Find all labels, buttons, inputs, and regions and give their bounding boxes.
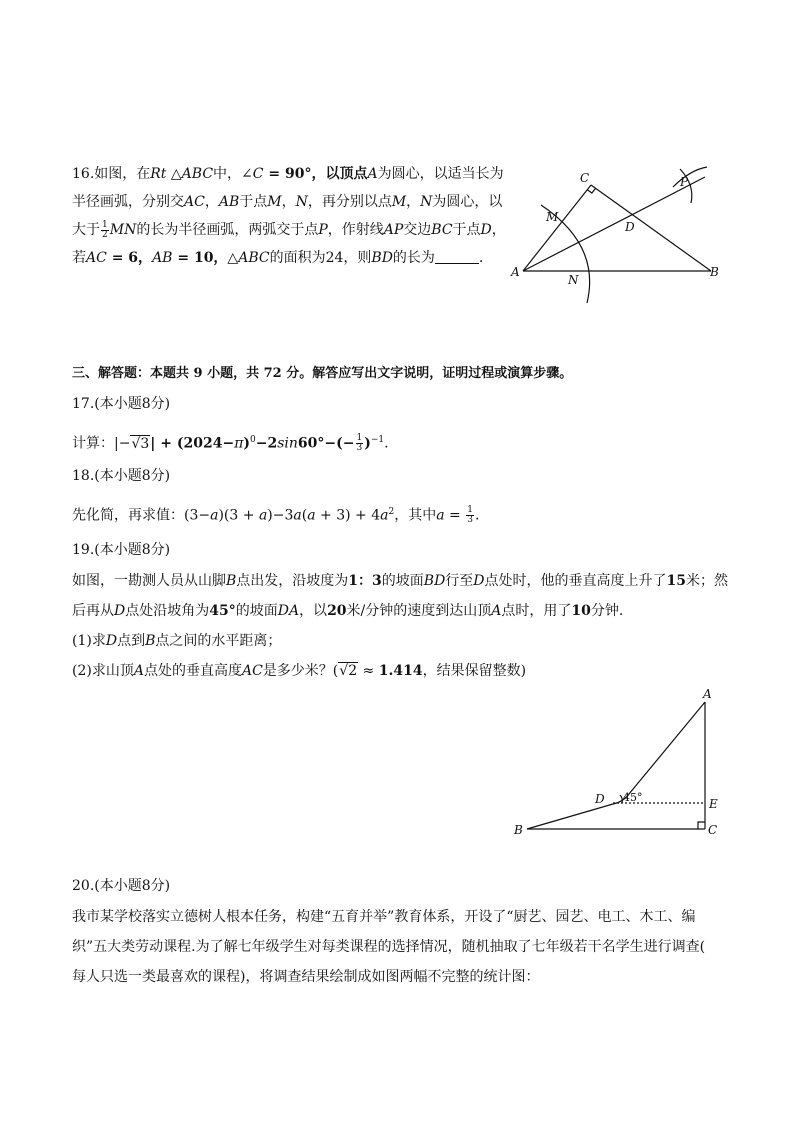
- numerator: 1: [467, 505, 473, 516]
- denominator: 3: [467, 515, 473, 526]
- q16-line-4: [72, 244, 502, 272]
- math: sin: [277, 435, 298, 452]
- q19-line-3: [72, 626, 722, 656]
- label-angle-45: 45°: [623, 791, 643, 804]
- text: )−3: [267, 507, 294, 524]
- math: ABC: [181, 166, 214, 182]
- text: 点之间的水平距离；: [155, 633, 282, 649]
- q19-header: 19.(本小题8分): [72, 542, 171, 558]
- text: 点出发，沿坡度为: [236, 573, 349, 589]
- math: AC: [184, 194, 205, 210]
- text: −2: [255, 435, 278, 452]
- text: △: [166, 166, 182, 182]
- text: 行至: [445, 573, 474, 589]
- text: ，: [204, 194, 219, 210]
- numerator: 1: [102, 219, 108, 230]
- text: 16.如图，在: [72, 166, 151, 182]
- text: 的面积为24，则: [269, 250, 372, 266]
- text: 于点: [239, 194, 268, 210]
- q19-body: [72, 566, 729, 686]
- math: AP: [383, 222, 404, 238]
- math: B: [226, 573, 237, 589]
- text: 点到: [117, 633, 146, 649]
- text: 15: [666, 573, 687, 589]
- math: ABC: [238, 250, 270, 266]
- math: MN: [109, 222, 137, 238]
- label-e: E: [709, 797, 718, 811]
- text: 是多少米？(: [262, 663, 339, 679]
- text: ): [243, 435, 251, 452]
- numerator: 1: [356, 433, 363, 444]
- label-m: M: [546, 210, 559, 224]
- label-a: A: [703, 687, 712, 701]
- q18-expression: [72, 502, 479, 526]
- text: 点处时，他的垂直高度上升了: [484, 573, 667, 589]
- q19-line-1: [72, 566, 729, 596]
- q16-line-2: [72, 188, 502, 216]
- text: (1)求: [72, 633, 106, 649]
- math: A: [367, 166, 378, 182]
- math: M: [267, 194, 282, 210]
- text: 交边: [403, 222, 432, 238]
- text: ，: [406, 194, 421, 210]
- question-16: [72, 160, 506, 272]
- math: P: [318, 222, 328, 238]
- text: ): [364, 435, 371, 452]
- math: a: [258, 507, 268, 524]
- answer-blank[interactable]: [435, 249, 479, 264]
- text: 计算：|−: [72, 435, 131, 452]
- text: 点处的垂直高度: [143, 663, 242, 679]
- text: 的长为半径画弧，两弧交于点: [136, 222, 319, 238]
- label-c: C: [708, 823, 718, 837]
- math: a: [307, 507, 316, 524]
- text: 为圆心，以: [432, 194, 503, 210]
- text: 米；然: [686, 573, 729, 589]
- text: ≈: [358, 663, 379, 679]
- q20-line-3: 每人只选一类最喜欢的课程)，将调查结果绘制成如图两幅不完整的统计图：: [72, 969, 540, 985]
- text: ，: [491, 222, 506, 238]
- label-n: N: [568, 273, 579, 287]
- math: DA: [277, 603, 300, 619]
- text: ，其中: [394, 507, 437, 524]
- text: ，: [281, 194, 296, 210]
- math: AC: [86, 250, 107, 266]
- text: 如图，一勘测人员从山脚: [72, 573, 226, 589]
- math: M: [391, 194, 407, 210]
- text: 于点: [452, 222, 481, 238]
- segment-bd: [527, 804, 613, 829]
- segment-cb: [591, 185, 711, 271]
- text: 的长为: [392, 250, 435, 266]
- text: 米/分钟的速度到达山顶: [346, 603, 492, 619]
- denominator: 2: [102, 229, 108, 240]
- math: a: [436, 507, 445, 524]
- math: D: [114, 603, 126, 619]
- text: 10: [571, 603, 591, 619]
- text: 1：3: [348, 573, 382, 589]
- text: .: [478, 250, 484, 266]
- text: = 90°，以顶点: [263, 166, 368, 182]
- exponent: −1: [370, 435, 385, 445]
- text: 先化简，再求值：(3−: [72, 507, 211, 524]
- math: AB: [152, 250, 173, 266]
- exponent: 0: [250, 435, 256, 445]
- segment-da: [613, 702, 705, 804]
- label-d: D: [625, 220, 635, 234]
- text: =: [444, 507, 466, 524]
- math: AC: [241, 663, 263, 679]
- text: 后再从: [72, 603, 114, 619]
- math: π: [234, 435, 244, 452]
- math: N: [295, 194, 308, 210]
- math: D: [473, 573, 485, 589]
- text: 45°: [209, 603, 236, 619]
- fraction: [356, 434, 364, 453]
- text: (2)求山顶: [72, 663, 134, 679]
- radicand: 3: [140, 435, 150, 452]
- q17-header: 17.(本小题8分): [72, 396, 171, 412]
- text: (: [301, 507, 308, 524]
- sqrt: √2: [339, 663, 358, 679]
- math: A: [133, 663, 144, 679]
- label-b: B: [514, 823, 523, 837]
- segment-ac: [523, 185, 591, 271]
- text: 的坡面: [235, 603, 278, 619]
- text: 60°−(−: [297, 435, 355, 452]
- q18-header: 18.(本小题8分): [72, 468, 171, 484]
- text: .: [474, 507, 480, 524]
- text: 点时，用了: [501, 603, 572, 619]
- text: ，再分别以点: [307, 194, 392, 210]
- exponent: 2: [388, 507, 395, 517]
- text: 1.414: [378, 663, 423, 679]
- text: = 10，△: [172, 250, 239, 266]
- q19-line-2: [72, 596, 722, 626]
- math: A: [491, 603, 502, 619]
- label-p: P: [680, 175, 689, 189]
- text: 中，∠: [213, 166, 253, 182]
- text: 为圆心，以适当长为: [377, 166, 504, 182]
- label-c: C: [580, 171, 590, 185]
- text: )(3 +: [218, 507, 259, 524]
- fraction: [101, 221, 109, 240]
- right-angle-mark-c: [698, 822, 705, 829]
- q19-slope-figure: [505, 684, 735, 844]
- sqrt: √3: [131, 435, 150, 452]
- math: B: [145, 633, 156, 649]
- text: 大于: [72, 222, 100, 238]
- ray-ap: [523, 177, 705, 271]
- text: 20: [327, 603, 347, 619]
- label-a: A: [511, 265, 520, 279]
- q19-line-4: [72, 656, 722, 686]
- label-d: D: [595, 792, 605, 806]
- text: 半径画弧，分别交: [72, 194, 184, 210]
- text: ，结果保留整数): [422, 663, 527, 679]
- math: D: [480, 222, 492, 238]
- fraction: [466, 506, 474, 525]
- text: .: [384, 435, 389, 452]
- math: AB: [218, 194, 240, 210]
- text: 点处沿坡角为: [125, 603, 210, 619]
- text: ，作射线: [327, 222, 384, 238]
- math: N: [420, 194, 433, 210]
- q20-header: 20.(本小题8分): [72, 878, 171, 894]
- math: a: [293, 507, 302, 524]
- q20-body: [72, 902, 722, 992]
- math: a: [210, 507, 219, 524]
- q17-expression: [72, 430, 389, 454]
- text: 若: [72, 250, 86, 266]
- q20-line-2: 织”五大类劳动课程.为了解七年级学生对每类课程的选择情况，随机抽取了七年级若干名学生进行调查(: [72, 939, 706, 955]
- q16-triangle-figure: [505, 165, 735, 305]
- q16-line-1: [72, 160, 502, 188]
- q16-line-3: [72, 216, 506, 244]
- text: ，以: [299, 603, 328, 619]
- math: BD: [371, 250, 393, 266]
- math: a: [380, 507, 389, 524]
- math: C: [252, 166, 264, 182]
- math: Rt: [150, 166, 167, 182]
- radicand: 2: [348, 663, 358, 679]
- q20-line-1: 我市某学校落实立德树人根本任务，构建“五育并举”教育体系，开设了“厨艺、园艺、电工、木工、编: [72, 909, 696, 925]
- math: BC: [431, 222, 453, 238]
- math: D: [105, 633, 118, 649]
- section-3-heading: 三、解答题：本题共 9 小题，共 72 分。解答应写出文字说明，证明过程或演算步骤。: [72, 366, 573, 381]
- text: 的坡面: [381, 573, 424, 589]
- text: | + (2024−: [150, 435, 235, 452]
- math: BD: [423, 573, 446, 589]
- text: 分钟.: [590, 603, 624, 619]
- text: + 3) + 4: [315, 507, 381, 524]
- denominator: 3: [356, 443, 363, 454]
- label-b: B: [710, 265, 719, 279]
- text: = 6，: [106, 250, 153, 266]
